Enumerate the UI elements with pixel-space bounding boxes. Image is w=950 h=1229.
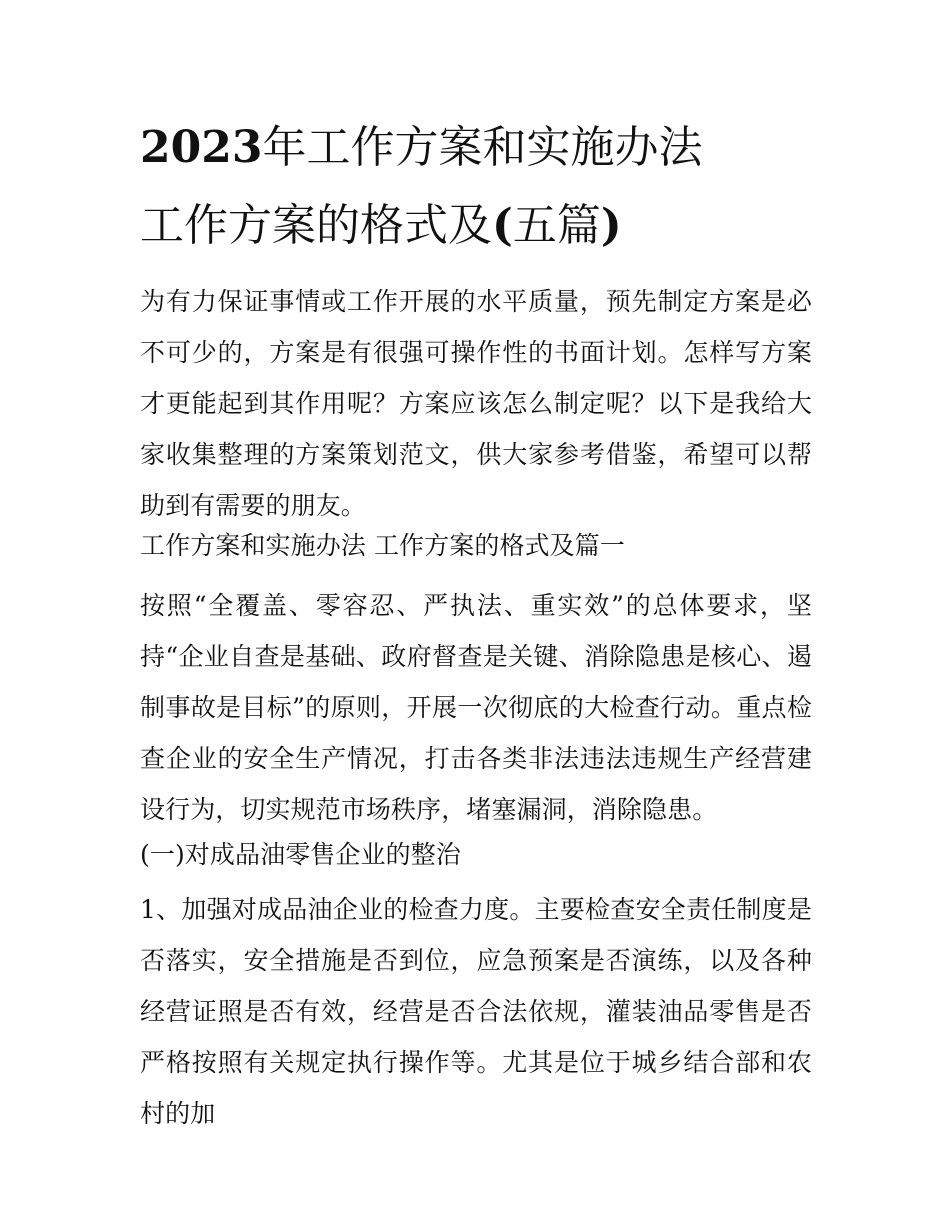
subheading-1: (一)对成品油零售企业的整治 xyxy=(140,840,461,869)
title-year: 2023 xyxy=(140,122,263,173)
document-title-line-1 xyxy=(140,122,820,174)
title-paren-open: ( xyxy=(492,200,513,251)
title-line-1-text: 年工作方案和实施办法 xyxy=(262,122,703,173)
title-line-2-text: 工作方案的格式及 xyxy=(140,200,492,251)
intro-paragraph: 为有力保证事情或工作开展的水平质量，预先制定方案是必不可少的，方案是有很强可操作性的书面计划。怎样写方案才更能起到其作用呢？方案应该怎么制定呢？以下是我给大家收集整理的方案策划范文，供大家参考借鉴，希望可以帮助到有需要的朋友。 xyxy=(140,287,812,520)
document-title-line-2 xyxy=(140,200,820,252)
section-heading-1: 工作方案和实施办法 工作方案的格式及篇一 xyxy=(140,531,625,560)
title-paren-inner: 五篇 xyxy=(512,200,601,251)
requirement-paragraph: 按照“全覆盖、零容忍、严执法、重实效”的总体要求，坚持“企业自查是基础、政府督查是关键、消除隐患是核心、遏制事故是目标”的原则，开展一次彻底的大检查行动。重点检查企业的安全生产情况，打击各类非法违法违规生产经营建设行为，切实规范市场秩序，堵塞漏洞，消除隐患。 xyxy=(140,591,812,824)
title-paren-close: ) xyxy=(600,200,622,251)
item-1-paragraph: 1、加强对成品油企业的检查力度。主要检查安全责任制度是否落实，安全措施是否到位，应急预案是否演练，以及各种经营证照是否有效，经营是否合法依规，灌装油品零售是否严格按照有关规定执行操作等。尤其是位于城乡结合部和农村的加 xyxy=(140,895,812,1128)
